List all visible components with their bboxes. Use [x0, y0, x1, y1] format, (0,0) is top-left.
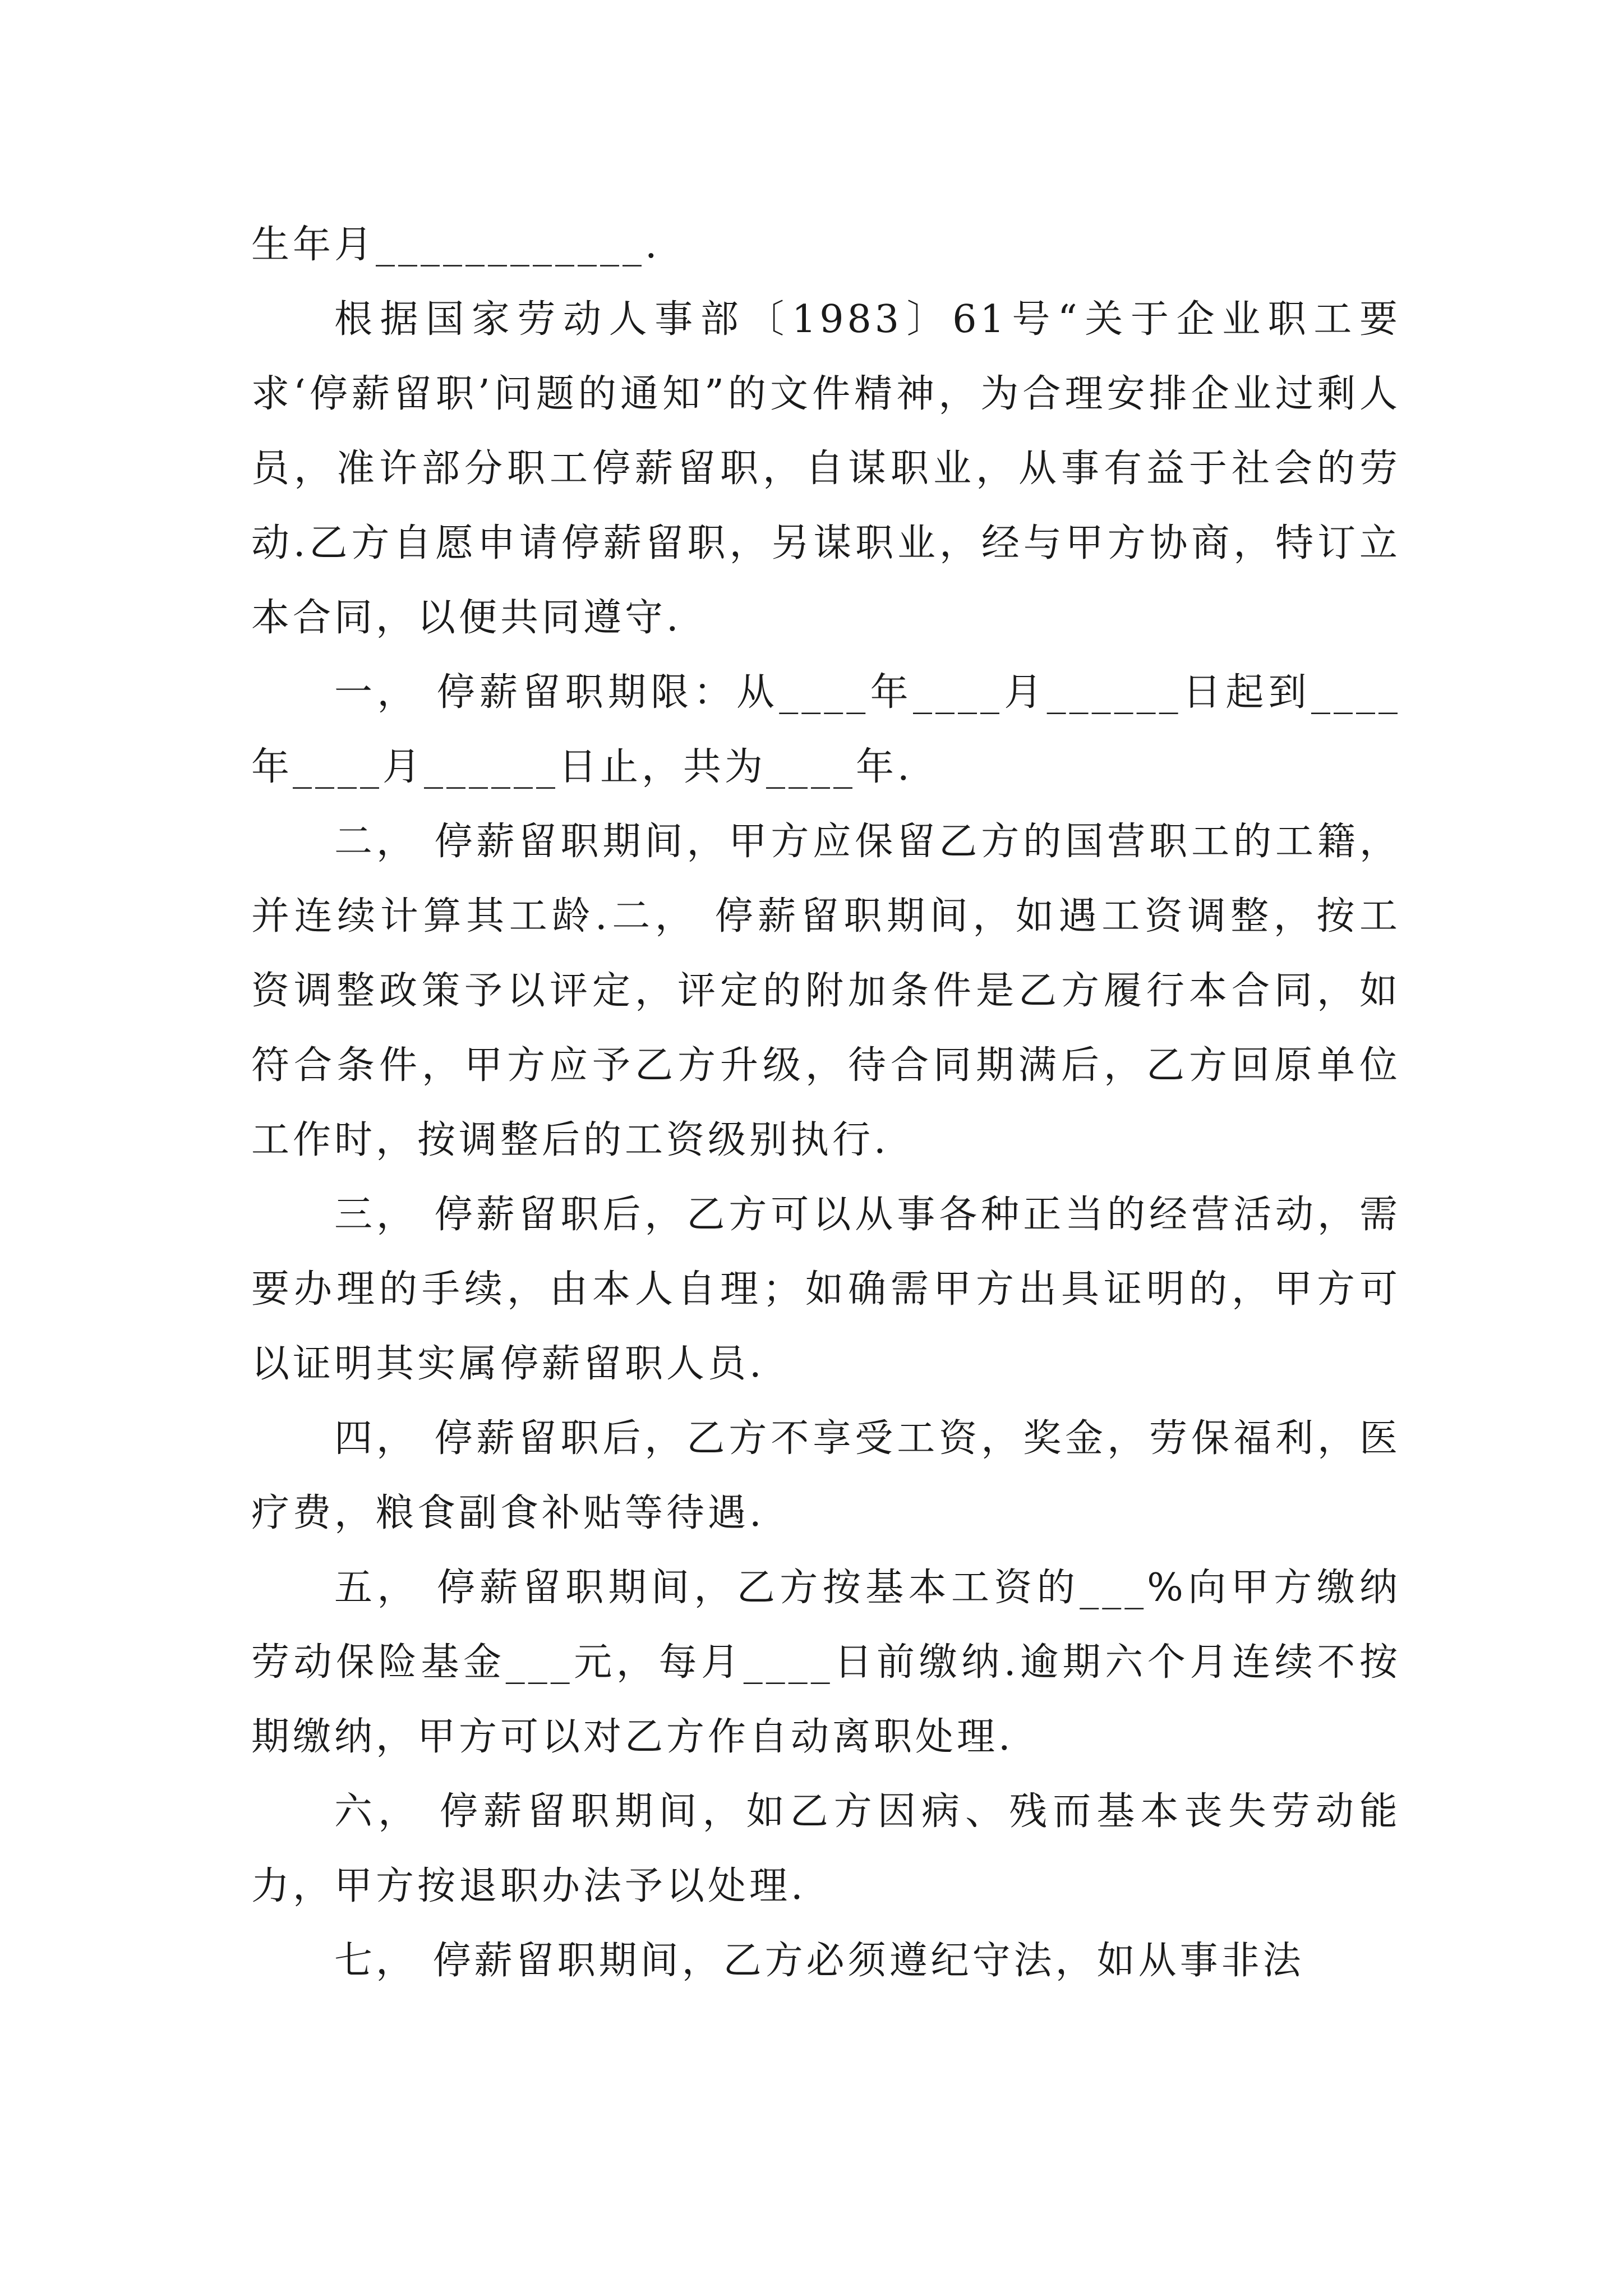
document-body — [251, 208, 1401, 1998]
paragraph-clause-5: 五， 停薪留职期间，乙方按基本工资的___%向甲方缴纳劳动保险基金___元，每月____日前缴纳.逾期六个月连续不按期缴纳，甲方可以对乙方作自动离职处理. — [251, 1566, 1401, 1759]
paragraph-clause-1: 一， 停薪留职期限：从____年____月______日起到____年____月______日止，共为____年. — [251, 670, 1401, 789]
paragraph-birth-date: 生年月____________. — [251, 223, 661, 267]
paragraph-preamble: 根据国家劳动人事部〔1983〕61号“关于企业职工要求‘停薪留职’问题的通知”的文件精神，为合理安排企业过剩人员，准许部分职工停薪留职，自谋职业，从事有益于社会的劳动.乙方自愿申请停薪留职，另谋职业，经与甲方协商，特订立本合同，以便共同遵守. — [251, 297, 1401, 640]
paragraph-clause-4: 四， 停薪留职后，乙方不享受工资，奖金，劳保福利，医疗费，粮食副食补贴等待遇. — [251, 1416, 1401, 1535]
paragraph-clause-6: 六， 停薪留职期间，如乙方因病、残而基本丧失劳动能力，甲方按退职办法予以处理. — [251, 1789, 1401, 1908]
paragraph-clause-7: 七， 停薪留职期间，乙方必须遵纪守法，如从事非法 — [334, 1939, 1304, 1983]
paragraph-clause-3: 三， 停薪留职后，乙方可以从事各种正当的经营活动，需要办理的手续，由本人自理；如确需甲方出具证明的，甲方可以证明其实属停薪留职人员. — [251, 1193, 1401, 1386]
paragraph-clause-2: 二， 停薪留职期间，甲方应保留乙方的国营职工的工籍，并连续计算其工龄.二， 停薪留职期间，如遇工资调整，按工资调整政策予以评定，评定的附加条件是乙方履行本合同，如符合条件，甲方应予乙方升级，待合同期满后，乙方回原单位工作时，按调整后的工资级别执行. — [251, 820, 1401, 1162]
